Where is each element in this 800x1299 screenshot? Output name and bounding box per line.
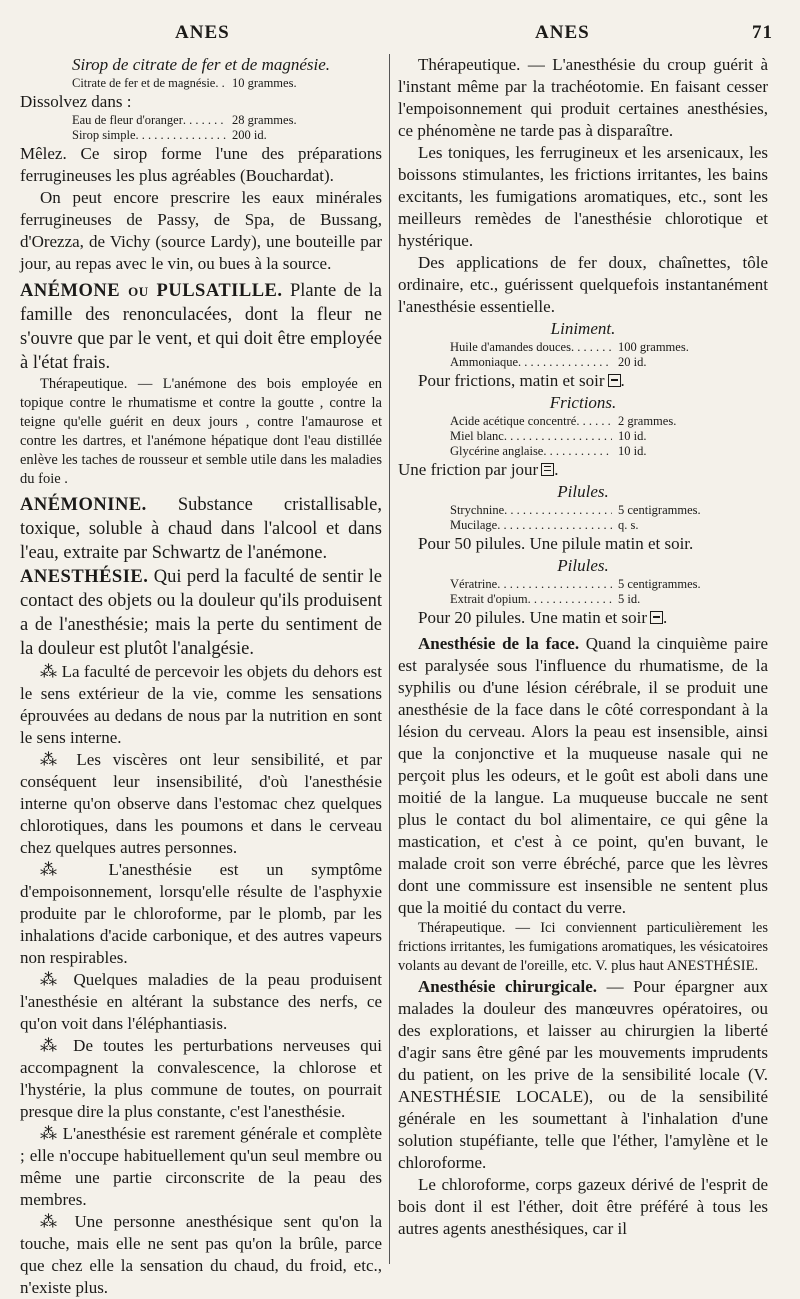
paragraph: ⁂ L'anesthésie est un symptôme d'empoisonnement, lorsqu'elle résulte de l'asphyxie produite par le chloroforme, par le plomb, par les inhalations d'acide carbonique, et des autres vapeurs non respirables.	[20, 860, 382, 967]
frictions-title: Frictions.	[549, 393, 617, 412]
face-term: Anesthésie de la face.	[418, 634, 580, 653]
eaux-text: On peut encore prescrire les eaux minérales ferrugineuses de Passy, de Spa, de Bussang, d'Orezza, de Vichy (source Lardy), une bouteille par jour, au repas avec le vin, ou bues à la source.	[20, 188, 382, 273]
anemone-definition: Plante de la famille des renonculacées, dont la fleur ne s'ouvre que par le vent, et qui doit être employée à l'état frais.	[20, 281, 382, 373]
left-column	[20, 54, 382, 1299]
face-entry	[398, 633, 768, 919]
recipe-line: Ammoniaque . . . 20 id.	[450, 355, 768, 370]
anesthesie-definition: Qui perd la faculté de sentir le contact des objets ou la douleur qu'ils produisent a de l'anesthésie; mais la perte du sentiment de la douleur est plutôt l'analgésie.	[20, 567, 382, 659]
recipe-line: Huile d'amandes douces . . . 100 grammes.	[450, 340, 768, 355]
recipe-line: Strychnine . . . 5 centigrammes.	[450, 503, 768, 518]
paragraph: ⁂ De toutes les perturbations nerveuses qui accompagnent la convalescence, la chlorose et l'hystérie, la plus commune de toutes, on pourrait presque dire la plus constante, c'est l'anesthésie.	[20, 1036, 382, 1121]
sirop-recipe-2	[20, 113, 382, 143]
toniques-text: Les toniques, les ferrugineux et les arsenicaux, les boissons stimulantes, les frictions irritantes, les bains excitants, les fumigations aromatiques, etc., sont les meilleurs remèdes de l'anesthésie chlorotique et hystérique.	[398, 143, 768, 250]
face-definition: Quand la cinquième paire est paralysée sous l'influence du rhumatisme, de la syphilis ou d'une lésion cérébrale, il se produit une anesthésie de la face dans le côté correspondant à la lésion du cerveau. Alors la peau est insensible, ainsi que la conjonctive et la muqueuse nasale qui ne perçoit plus les odeurs, et le goût est aboli dans une moitié de la langue. La muqueuse buccale ne sent plus le contact du bol alimentaire, ce qui gêne la mastication, et c'est à ce point, qu'en buvant, le malade croit son verre ébréché, parce que les lèvres dont une commissure est insensible ne sentent plus que la moitié du contact du verre.	[398, 634, 768, 917]
frictions-recipe	[398, 414, 768, 459]
dissolvez-text: Dissolvez dans :	[20, 92, 132, 111]
header-right-title: ANES	[535, 22, 590, 43]
anesthesie-entry	[20, 565, 382, 661]
chirurgicale-definition: — Pour épargner aux malades la douleur des manœuvres opératoires, ou des explorations, et laisser au chirurgien la liberté d'agir sans être gêné par les mouvements imprudents du patient, on les prive de la sensibilité locale (V. ANESTHÉSIE LOCALE), ou de la sensibilité générale en les soumettant à l'inhalation d'une solution stupéfiante, telle que l'éther, l'amylène et le chloroforme.	[398, 977, 768, 1172]
croup-therapeutique: Thérapeutique. — L'anesthésie du croup guérit à l'instant même par la trachéotomie. En faisant cesser l'empoisonnement qui produit certaines anesthésies, ce phénomène ne tarde pas à disparaître.	[398, 55, 768, 140]
pilules1-use: Pour 50 pilules. Une pilule matin et soir.	[418, 534, 694, 553]
recipe-line: Vératrine . . . 5 centigrammes.	[450, 577, 768, 592]
sirop-recipe	[20, 76, 382, 91]
double-bar-symbol-icon	[541, 463, 554, 476]
recipe-line: Acide acétique concentré . . . 2 grammes.	[450, 414, 768, 429]
fer-doux-text: Des applications de fer doux, chaînettes, tôle ordinaire, etc., guérissent quelquefois instantanément l'anesthésie essentielle.	[398, 253, 768, 316]
recipe-line: Glycérine anglaise . . . 10 id.	[450, 444, 768, 459]
recipe-line: Sirop simple . . . 200 id.	[72, 128, 382, 143]
face-therapeutique: Thérapeutique. — Ici conviennent particulièrement les frictions irritantes, les fumigations aromatiques, les vésicatoires volants au devant de l'oreille, etc. V. plus haut ANESTHÉSIE.	[398, 920, 768, 974]
paragraph: ⁂ L'anesthésie est rarement générale et complète ; elle n'occupe habituellement qu'un seul membre ou même une partie circonscrite de la peau des membres.	[20, 1124, 382, 1209]
header-left-title: ANES	[175, 22, 230, 43]
anemone-term: ANÉMONE ou PULSATILLE.	[20, 281, 283, 301]
pilules2-title: Pilules.	[557, 556, 609, 575]
liniment-title: Liniment.	[550, 319, 616, 338]
anemone-entry	[20, 279, 382, 375]
liniment-recipe	[398, 340, 768, 370]
liniment-use: Pour frictions, matin et soir .	[418, 371, 625, 390]
recipe-line: Miel blanc . . . 10 id.	[450, 429, 768, 444]
recipe-line: Mucilage . . . q. s.	[450, 518, 768, 533]
anemonine-entry	[20, 493, 382, 565]
paragraph: ⁂ Les viscères ont leur sensibilité, et par conséquent leur insensibilité, d'où l'anesthésie interne qu'on observe dans l'estomac chez quelques chlorotiques, dans les poumons et dans le cerveau chez quelques autres personnes.	[20, 750, 382, 857]
frictions-use: Une friction par jour .	[398, 460, 559, 479]
anemonine-term: ANÉMONINE.	[20, 495, 147, 515]
page-number: 71	[752, 22, 773, 43]
chirurgicale-entry	[398, 976, 768, 1174]
recipe-line: Extrait d'opium . . . 5 id.	[450, 592, 768, 607]
anesthesie-term: ANESTHÉSIE.	[20, 567, 149, 587]
chirurgicale-term: Anesthésie chirurgicale.	[418, 977, 598, 996]
paragraph: ⁂ Quelques maladies de la peau produisent l'anesthésie en altérant la substance des nerfs, ce qu'on voit dans l'éléphantiasis.	[20, 970, 382, 1033]
sirop-title: Sirop de citrate de fer et de magnésie.	[71, 55, 331, 74]
anemonine-definition: Substance cristallisable, toxique, soluble à chaud dans l'alcool et dans l'eau, extraite par Schwartz de l'anémone.	[20, 495, 382, 563]
melez-text: Mêlez. Ce sirop forme l'une des préparations ferrugineuses les plus agréables (Bouchardat).	[20, 144, 382, 185]
column-divider	[389, 54, 390, 1264]
paragraph: ⁂ Une personne anesthésique sent qu'on la touche, mais elle ne sent pas qu'on la brûle, parce que chez elle la sensation du chaud, du froid, etc., n'existe plus.	[20, 1212, 382, 1297]
anemone-therapeutique: Thérapeutique. — L'anémone des bois employée en topique contre le rhumatisme et contre la goutte , contre la teigne qu'elle guérit en deux jours , contre l'amaurose et contre les dartres, et l'anémone hépatique dont l'eau distillée enlève les taches de rousseur et semble utile dans les maladies du foie .	[20, 376, 382, 487]
chloroforme-text: Le chloroforme, corps gazeux dérivé de l'esprit de bois dont il est l'éther, doit être préféré à tous les autres agents anesthésiques, car il	[398, 1175, 768, 1238]
pilules2-recipe	[398, 577, 768, 607]
paragraph: ⁂ La faculté de percevoir les objets du dehors est le sens extérieur de la vie, comme les sensations éprouvées au dedans de nous par la nutrition en sont le sens interne.	[20, 662, 382, 747]
pilules1-title: Pilules.	[557, 482, 609, 501]
right-column	[398, 54, 768, 1240]
weekly-symbol-icon	[608, 374, 621, 387]
pilules1-recipe	[398, 503, 768, 533]
weekly-symbol-icon	[650, 611, 663, 624]
running-header	[0, 22, 800, 48]
recipe-line: Citrate de fer et de magnésie . . . 10 grammes.	[72, 76, 382, 91]
pilules2-use: Pour 20 pilules. Une matin et soir .	[418, 608, 668, 627]
recipe-line: Eau de fleur d'oranger . . . 28 grammes.	[72, 113, 382, 128]
